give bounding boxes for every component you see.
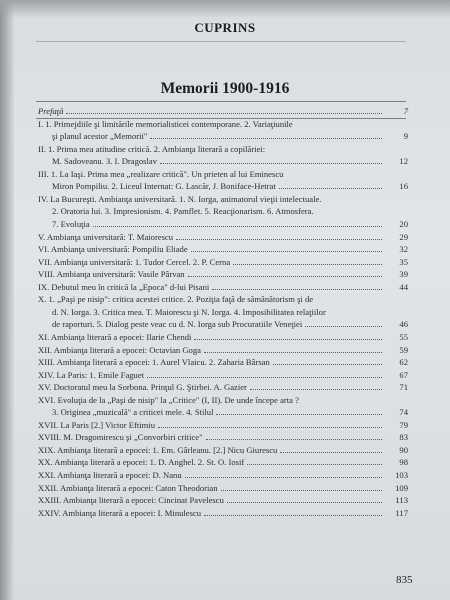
toc-entry bbox=[38, 243, 408, 255]
toc-entry-page: 67 bbox=[399, 369, 408, 380]
toc-entry-page: 113 bbox=[395, 495, 408, 506]
toc-entry-text: XV. Doctoratul meu la Sorbona. Prinţul G. Ştirbei. A. Gazier bbox=[38, 382, 247, 393]
toc-entry bbox=[38, 444, 408, 456]
toc-entry-page: 103 bbox=[395, 470, 408, 480]
toc-leader-dots bbox=[188, 276, 382, 277]
toc-entry-page: 117 bbox=[395, 507, 408, 518]
toc-entry bbox=[38, 331, 408, 343]
toc-leader-dots bbox=[158, 427, 382, 428]
toc-entry bbox=[38, 118, 408, 130]
toc-entry-text: XII. Ambianţa literară a epocei: Octavian Goga bbox=[38, 344, 201, 355]
toc-entry-text: XVIII. M. Dragomirescu şi „Convorbiri critice" bbox=[38, 432, 203, 443]
toc-entry bbox=[38, 369, 408, 381]
toc-entry bbox=[38, 419, 408, 431]
toc-entry-text: VI. Ambianţa universitară: Pompiliu Eliade bbox=[38, 244, 188, 255]
toc-entry-page: 71 bbox=[399, 382, 408, 393]
toc-entry-page: 55 bbox=[399, 331, 408, 342]
toc-entry bbox=[52, 406, 408, 418]
toc-leader-dots bbox=[305, 326, 382, 327]
toc-leader-dots bbox=[185, 477, 382, 478]
toc-leader-dots bbox=[204, 352, 382, 353]
toc-entry bbox=[38, 469, 408, 481]
toc-entry-text: XVI. Evoluţia de la „Paşi de nisip" la „Critice" (I, II). De unde începe arta ? bbox=[38, 394, 299, 405]
toc-leader-dots bbox=[279, 188, 382, 189]
toc-entry-page: 32 bbox=[399, 244, 408, 255]
toc-entry-text: II. 1. Prima mea atitudine critică. 2. Ambianţa literară a copilăriei: bbox=[38, 143, 266, 154]
toc-entry-text: XIV. La Paris: 1. Emile Faguet bbox=[38, 369, 145, 380]
toc-entry bbox=[38, 494, 408, 506]
toc-entry bbox=[38, 105, 408, 117]
toc-leader-dots bbox=[216, 414, 382, 415]
toc-entry bbox=[38, 507, 408, 519]
toc-entry bbox=[38, 268, 408, 280]
toc-entry-page: 44 bbox=[399, 281, 408, 292]
toc-entry-text: III. 1. La Iaşi. Prima mea „realizare critică". Un prieten al lui Eminescu bbox=[38, 168, 284, 179]
toc-entry-text: Miron Pompiliu. 2. Liceul Internat: G. Lascăr, J. Boniface-Hetrat bbox=[52, 181, 276, 192]
page-number: 835 bbox=[396, 574, 413, 586]
toc-entry-page: 12 bbox=[399, 156, 408, 167]
toc-leader-dots bbox=[206, 439, 382, 440]
toc-leader-dots bbox=[247, 464, 382, 465]
toc-entry-page: 98 bbox=[399, 457, 408, 468]
toc-entry bbox=[38, 381, 408, 393]
toc-entry-page: 9 bbox=[403, 131, 408, 142]
toc-leader-dots bbox=[150, 138, 382, 139]
toc-entry bbox=[38, 231, 408, 243]
toc-entry bbox=[52, 155, 408, 167]
toc-entry bbox=[38, 193, 408, 205]
toc-leader-dots bbox=[66, 113, 382, 114]
toc-entry-text: X. 1. „Paşi pe nisip": critica acestei critice. 2. Poziţia faţă de sămănătorism şi de bbox=[38, 294, 314, 305]
toc-entry-text: XXIII. Ambianţa literară a epocei: Cincinat Pavelescu bbox=[38, 495, 224, 506]
toc-entry bbox=[38, 456, 408, 468]
toc-entry-text: 2. Oratoria lui. 3. Impresionism. 4. Pamflet. 5. Reacţionarism. 6. Atmosfera. bbox=[52, 206, 314, 217]
toc-entry-text: M. Sadoveanu. 3. I. Dragoslav bbox=[52, 156, 158, 167]
toc-entry-text: XXI. Ambianţa literară a epocei: D. Nanu bbox=[38, 470, 182, 480]
toc-leader-dots bbox=[93, 226, 382, 227]
toc-entry bbox=[52, 218, 408, 230]
toc-entry-page: 90 bbox=[399, 444, 408, 455]
toc-leader-dots bbox=[147, 377, 382, 378]
toc-entry bbox=[38, 293, 408, 305]
toc-entry-text: IV. La Bucureşti. Ambianţa universitară. 1. N. Iorga, animatorul vieţii intelectuale. bbox=[38, 193, 322, 204]
toc-entry-text: XIX. Ambianţa literară a epocei: 1. Em. Gârleanu. [2.] Nicu Giurescu bbox=[38, 444, 278, 455]
toc-leader-dots bbox=[191, 251, 382, 252]
toc-leader-dots bbox=[280, 452, 382, 453]
toc-entry-page: 35 bbox=[399, 256, 408, 267]
toc-entry-text: de raporturi. 5. Dialog peste veac cu d. N. Iorga sub Procuratiile Veneţiei bbox=[52, 319, 303, 330]
toc-entry bbox=[38, 344, 408, 356]
toc-entry-page: 39 bbox=[399, 269, 408, 280]
toc-entry bbox=[52, 306, 408, 318]
toc-entry-text: XVII. La Paris [2.] Victor Eftimiu bbox=[38, 419, 155, 430]
toc-entry-page: 29 bbox=[399, 231, 408, 242]
toc-entry bbox=[52, 205, 408, 217]
toc-entry-text: XIII. Ambianţa literară a epocei: 1. Aurel Vlaicu. 2. Zaharia Bârsan bbox=[38, 357, 270, 367]
toc-entry bbox=[52, 180, 408, 192]
toc-entry-text: XX. Ambianţa literară a epocei: 1. D. Anghel. 2. St. O. Iosif bbox=[38, 457, 245, 468]
toc-entry-page: 74 bbox=[399, 407, 408, 418]
toc-entry-page: 59 bbox=[399, 344, 408, 355]
toc-entry-page: 109 bbox=[395, 482, 408, 493]
toc-entry-text: şi planul acestor „Memorii" bbox=[52, 131, 148, 142]
toc-entry bbox=[38, 482, 408, 494]
toc-entry-text: XXII. Ambianţa literară a epocei: Caton Theodorian bbox=[38, 482, 218, 493]
toc-entry bbox=[38, 431, 408, 443]
toc-entry bbox=[38, 394, 408, 406]
toc-leader-dots bbox=[233, 264, 382, 265]
toc-entry bbox=[52, 130, 408, 142]
toc-leader-dots bbox=[250, 389, 382, 390]
toc-leader-dots bbox=[227, 502, 382, 503]
toc-leader-dots bbox=[204, 515, 382, 516]
toc-leader-dots bbox=[194, 339, 382, 340]
toc-leader-dots bbox=[273, 364, 382, 365]
toc-leader-dots bbox=[221, 490, 382, 491]
toc-entry-text: VIII. Ambianţa universitară: Vasile Pârvan bbox=[38, 269, 185, 280]
contents-title: CUPRINS bbox=[194, 20, 256, 35]
toc-entry-text: XXIV. Ambianţa literară a epocei: I. Minulescu bbox=[38, 507, 202, 518]
toc-leader-dots bbox=[176, 239, 382, 240]
toc-entry-text: V. Ambianţa universitară: T. Maiorescu bbox=[38, 231, 174, 242]
toc-entry-page: 46 bbox=[399, 319, 408, 330]
section-title: Memorii 1900-1916 bbox=[160, 80, 290, 97]
toc-entry-page: 62 bbox=[399, 357, 408, 367]
toc-entry bbox=[38, 281, 408, 293]
toc-entry-text: d. N. Iorga. 3. Critica mea. T. Maiorescu şi N. Iorga. 4. Imposibilitatea relaţiilor bbox=[52, 306, 326, 317]
toc-entry-text: XI. Ambianţa literară a epocei: Ilarie Chendi bbox=[38, 331, 192, 342]
toc-entry-page: 20 bbox=[399, 218, 408, 229]
toc-entry-text: 3. Originea „muzicală" a criticei mele. 4. Stilul bbox=[52, 407, 214, 418]
toc-entry-text: 7. Evoluţia bbox=[52, 218, 90, 229]
toc-leader-dots bbox=[160, 163, 382, 164]
toc-entry bbox=[38, 143, 408, 155]
toc-entry bbox=[38, 356, 408, 368]
toc-entry bbox=[38, 256, 408, 268]
toc-entry-page: 83 bbox=[399, 432, 408, 443]
toc-entry-page: 16 bbox=[399, 181, 408, 192]
toc-entry-page: 79 bbox=[399, 419, 408, 430]
toc-leader-dots bbox=[212, 289, 382, 290]
toc-entry-text: I. 1. Primejdiile şi limitările memorialisticei contemporane. 2. Variaţiunile bbox=[38, 118, 293, 129]
toc-entry bbox=[38, 168, 408, 180]
toc-entry-text: Prefaţă bbox=[38, 106, 64, 116]
toc-entry-text: IX. Debutul meu în critică la „Epoca" d-lui Pisani bbox=[38, 281, 210, 292]
toc-entry bbox=[52, 318, 408, 330]
toc-entry-page: 7 bbox=[403, 106, 408, 116]
toc-entry-text: VII. Ambianţa universitară: 1. Tudor Cercel. 2. P. Cerna bbox=[38, 256, 231, 267]
